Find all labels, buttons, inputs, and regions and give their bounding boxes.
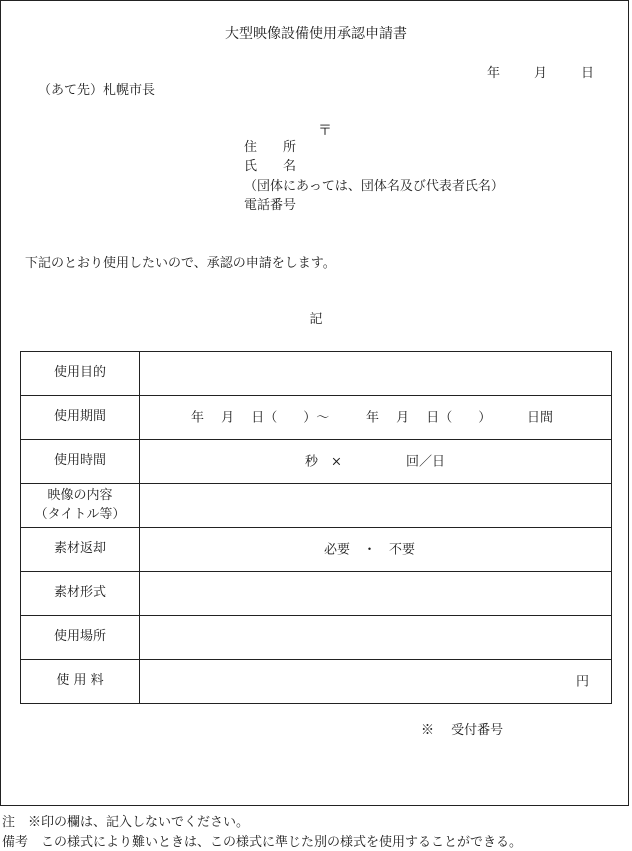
period-field[interactable] xyxy=(140,396,612,440)
table-row xyxy=(21,352,612,396)
content-label-line1: 映像の内容 xyxy=(47,487,113,503)
application-table xyxy=(20,351,612,704)
receipt-number-label: ※ 受付番号 xyxy=(421,723,504,738)
phone-label: 電話番号 xyxy=(244,198,297,213)
return-options: 必要 ・ 不要 xyxy=(324,542,416,557)
time-seconds: 秒 × xyxy=(305,454,342,469)
content-field[interactable] xyxy=(140,484,612,528)
ki-heading: 記 xyxy=(309,312,323,327)
form-title: 大型映像設備使用承認申請書 xyxy=(225,26,407,42)
fee-label: 使 用 料 xyxy=(21,660,140,704)
table-row xyxy=(21,660,612,704)
purpose-field[interactable] xyxy=(140,352,612,396)
name-label: 氏 名 xyxy=(244,159,297,174)
purpose-label: 使用目的 xyxy=(21,352,140,396)
postal-mark: 〒 xyxy=(318,123,332,139)
date-month: 月 xyxy=(533,66,547,81)
return-label: 素材返却 xyxy=(21,528,140,572)
table-row xyxy=(21,440,612,484)
table-row xyxy=(21,396,612,440)
note-2: 備考 この様式により難いときは、この様式に準じた別の様式を使用することができる。 xyxy=(2,835,523,850)
content-label xyxy=(21,484,140,528)
time-per-day: 回／日 xyxy=(406,454,446,469)
period-days: 日間 xyxy=(527,410,554,425)
date-line xyxy=(487,67,594,80)
time-field[interactable] xyxy=(140,440,612,484)
period-label: 使用期間 xyxy=(21,396,140,440)
return-field[interactable] xyxy=(140,528,612,572)
table-row xyxy=(21,616,612,660)
format-field[interactable] xyxy=(140,572,612,616)
date-day: 日 xyxy=(580,66,594,81)
fee-field[interactable] xyxy=(140,660,612,704)
format-label: 素材形式 xyxy=(21,572,140,616)
table-row xyxy=(21,484,612,528)
table-row xyxy=(21,528,612,572)
content-label-line2: （タイトル等） xyxy=(34,506,126,522)
period-from: 年 月 日（ ）～ xyxy=(191,410,330,425)
table-row xyxy=(21,572,612,616)
fee-unit: 円 xyxy=(575,674,589,689)
period-to: 年 月 日（ ） xyxy=(366,410,492,425)
time-label: 使用時間 xyxy=(21,440,140,484)
place-field[interactable] xyxy=(140,616,612,660)
group-note: （団体にあっては、団体名及び代表者氏名） xyxy=(244,179,504,194)
addressee: （あて先）札幌市長 xyxy=(38,83,156,98)
address-label: 住 所 xyxy=(244,140,297,155)
place-label: 使用場所 xyxy=(21,616,140,660)
note-1: 注 ※印の欄は、記入しないでください。 xyxy=(2,815,250,830)
lead-text: 下記のとおり使用したいので、承認の申請をします。 xyxy=(25,256,336,271)
date-year: 年 xyxy=(486,66,500,81)
